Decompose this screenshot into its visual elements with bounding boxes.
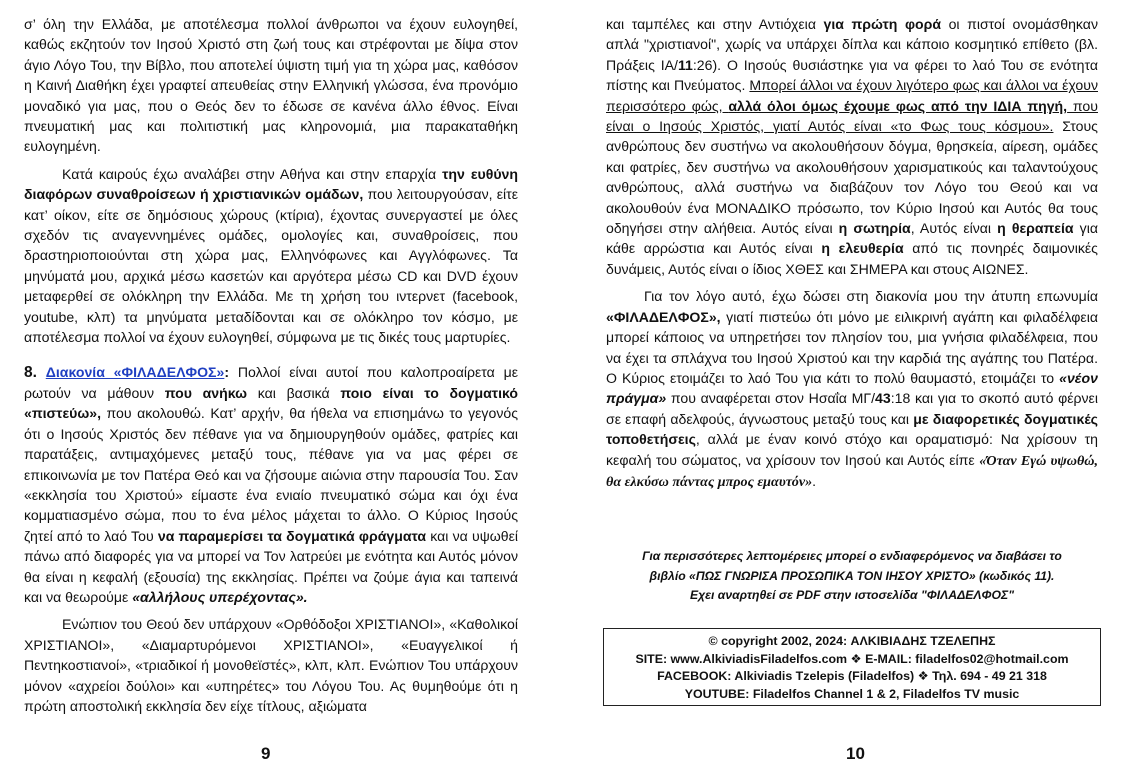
text-run: αλλά όλοι όμως έχουμε φως από την ΙΔΙΑ πηγή, [728, 97, 1068, 114]
note-line-1: Για περισσότερες λεπτομέρειες μπορεί ο ενδιαφερόμενος να διαβάσει το [642, 549, 1062, 563]
section-body [24, 364, 518, 605]
text-run: για πρώτη φορά [823, 16, 942, 32]
text-run: που ακολουθώ. Κατ’ αρχήν, θα ήθελα να επισημάνω το γεγονός ότι ο Ιησούς Χριστός δεν πέθανε για να δημιουργηθούν ομάδες, φατρίες και παρατάξεις, αντιμαχόμενες μεταξύ τους, πέθανε για να μας φέρει σε επικοινωνία με τον Πατέρα Θεό και να ζήσουμε αιώνια στην παρουσία Του. Σαν «εκκλησία του Χριστού» είμαστε ένα ενιαίο πνευματικό σώμα και όχι ένα κομματιασμένο σώμα, που το ένα μέλος μάχεται το άλλο. Ο Κύριος Ιησούς ζητεί από το λαό Του [24, 405, 518, 544]
site-email-line [604, 651, 1100, 669]
text-run: Πολλοί είναι αυτοί που καλοπροαίρετα με ρωτούν να μάθουν [24, 363, 519, 401]
facebook-phone-line [604, 668, 1100, 686]
facebook-handle: FACEBOOK: Alkiviadis Tzelepis (Filadelfos) [657, 669, 915, 683]
note-line-2: βιβλίο «ΠΩΣ ΓΝΩΡΙΣΑ ΠΡΟΣΩΠΙΚΑ ΤΟΝ ΙΗΣΟΥ ΧΡΙΣΤΟ» (κωδικός 11). [649, 568, 1055, 583]
text-run: :26). Ο Ιησούς θυσιάστηκε για να φέρει το λαό Του σε ενότητα πίστης και Πνεύματος. [606, 56, 1098, 94]
text-run: και ταμπέλες και στην Αντιόχεια [606, 16, 824, 32]
text-run: Για τον λόγο αυτό, έχω δώσει στη διακονία μου την άτυπη επωνυμία [644, 288, 1098, 305]
text-run: «αλλήλους υπερέχοντας». [132, 588, 308, 605]
page-number-right: 10 [846, 744, 865, 763]
text-run: , αλλά με έναν κοινό στόχο και οραματισμό: Να χρίσουν τη κεφαλή του σώματος, να χρίσουν τον Ιησού και Αυτός είπε [606, 431, 1098, 468]
text-run: και να υψωθεί πάνω από διαφορές για να μπορεί να Τον λατρεύει με ενότητα και Αυτός μόνον θα είναι η κεφαλή (εξουσία) της εκκλησίας. Πρέπει να ζούμε άγια και ταπεινά και να θεωρούμε [24, 527, 518, 605]
text-run: που ανήκω [164, 384, 248, 401]
youtube-line: YOUTUBE: Filadelfos Channel 1 & 2, Filadelfos TV music [684, 686, 1020, 701]
text-run: ποιο είναι το δογματικό «πιστεύω», [24, 384, 518, 422]
text-run: «Όταν Εγώ υψωθώ, θα ελκύσω πάντας μπρος εμαυτόν» [606, 452, 1099, 490]
text-run: που λειτουργούσαν, είτε κατ’ οίκον, είτε σε δημόσιους χώρους (κτίρια), έχοντας συνεργαστεί με όλες σχεδόν τις αναγεννημένες ομάδες, ομολογίες και, συναθροίσεις, που δραστηριοποιούνται στη χώρα μας, Ελληνόφωνες και Αγγλόφωνες. Τα μηνύματά μου, αρχικά μέσω κασετών και αργότερα μέσω CD και DVD έχουν μεταφερθεί σε ολόκληρη την Ελλάδα. Με τη χρήση του ιντερνετ (facebook, youtube, κλπ) τα μηνύματα μεταδίδονται και σε ολόκληρο τον κόσμο, με αποτέλεσμα πολλοί να έχουν ευλογηθεί, σύμφωνα με τις δικές τους μαρτυρίες. [24, 186, 518, 346]
text-run: την ευθύνη διαφόρων συναθροίσεων ή χριστιανικών ομάδων, [24, 165, 518, 203]
right-page-text-column [606, 14, 1098, 499]
phone-number: Τηλ. 694 - 49 21 318 [932, 669, 1047, 683]
right-paragraph-2 [606, 286, 1098, 492]
diamond-separator-icon: ❖ [850, 651, 862, 666]
diamond-separator-icon: ❖ [917, 669, 929, 683]
text-run: για κάθε αρρώστια και Αυτός είναι [606, 220, 1098, 257]
text-run: Μπορεί άλλοι να έχουν λιγότερο φως και άλλοι να έχουν περισσότερο φώς, [606, 77, 1098, 114]
text-run: η σωτηρία [838, 220, 911, 237]
text-run: «νέον πράγμα» [606, 369, 1098, 407]
section-title-colon: : [224, 363, 230, 380]
left-paragraph-2 [24, 164, 518, 348]
text-run: 43 [875, 390, 891, 407]
book-reference-note [603, 547, 1101, 606]
section-title-link[interactable]: Διακονία «ΦΙΛΑΔΕΛΦΟΣ» [45, 363, 225, 380]
copyright-contact-box [603, 628, 1101, 706]
text-run: η ελευθερία [821, 240, 904, 257]
text-run: με διαφορετικές δογματικές τοποθετήσεις [606, 410, 1099, 448]
text-run: . [812, 472, 817, 489]
page-number-left: 9 [261, 744, 271, 763]
left-paragraph-1 [24, 14, 518, 157]
left-page-text-column [24, 14, 518, 723]
text-run: και βασικά [247, 384, 341, 401]
text-run: οι πιστοί ονομάσθηκαν απλά "χριστιανοί", χωρίς να υπάρχει δίπλα και κάποιο κοσμητικό επίθετο (βλ. Πράξεις ΙΑ/ [606, 16, 1098, 73]
right-paragraph-1 [606, 14, 1098, 279]
text-run: που είναι ο Ιησούς Χριστός, γιατί Αυτός είναι «το Φως τους κόσμου». [606, 97, 1098, 135]
site-url: SITE: www.AlkiviadisFiladelfos.com [635, 651, 848, 666]
text-run: :18 και για το σκοπό αυτό φέρνει σε επαφή αδελφούς, άγνωστους μεταξύ τους και [606, 390, 1098, 427]
text-run: Στους ανθρώπους δεν συστήνω να ακολουθήσουν δόγμα, θρησκεία, αίρεση, ομάδες και φατρίες, δεν συστήνω να ακολουθήσουν χαρισματικούς και ταλαντούχους ανθρώπους, αλλά συστήνω να διαβάζουν τον Λόγο του Θεού και να ακολουθούν ένα ΜΟΝΑΔΙΚΟ πρόσωπο, τον Κύριο Ιησού και Αυτός θα τους οδηγήσει στην αλήθεια. Αυτός είναι [606, 118, 1098, 237]
text-run: , Αυτός είναι [910, 220, 998, 237]
text-run: η θεραπεία [997, 220, 1074, 237]
text-run: «ΦΙΛΑΔΕΛΦΟΣ», [606, 308, 721, 325]
email-address: E-MAIL: filadelfos02@hotmail.com [865, 651, 1069, 666]
text-run: 11 [677, 56, 693, 73]
section-8-paragraph [24, 362, 518, 608]
text-run: σ’ όλη την Ελλάδα, με αποτέλεσμα πολλοί άνθρωποι να έχουν ευλογηθεί, καθώς εκζητούν τον Ιησού Χριστό στη ζωή τους και στρέφονται με δίψα στον άγιο Λόγο Του, την Βίβλο, που αποτελεί ύψιστη τιμή για τη χώρα μας, καθόσον η Καινή Διαθήκη έχει γραφτεί απευθείας στην Ελληνική γλώσσα, ένα προνόμιο μοναδικό για μας, που ο Θεός δεν το έδωσε σε κανένα άλλο έθνος. Είναι πνευματική μας και πολιτιστική μας κληρονομιά, μια παρακαταθήκη ευλογημένη. [24, 16, 518, 155]
text-run: γιατί πιστεύω ότι μόνο με ειλικρινή αγάπη και φιλαδέλφεια μπορεί κάποιος να υπηρετήσει τον πλησίον του, μια γνήσια φιλαδέλφεια, που να έχει τα σπλάχνα του Ιησού Χριστού και την καρδιά της αγάπης του Πατέρα. Ο Κύριος ετοιμάζει το λαό Του για κάτι το πολύ θαυμαστό, ετοιμάζει το [606, 308, 1098, 386]
text-run: Κατά καιρούς έχω αναλάβει στην Αθήνα και στην επαρχία [62, 165, 443, 182]
section-number: 8. [24, 363, 37, 381]
text-run: που αναφέρεται στον Ησαΐα ΜΓ/ [666, 390, 876, 407]
note-line-3: Εχει αναρτηθεί σε PDF στην ιστοσελίδα "ΦΙΛΑΔΕΛΦΟΣ" [689, 588, 1014, 602]
text-run: να παραμερίσει τα δογματικά φράγματα [157, 527, 427, 544]
text-run: Ενώπιον του Θεού δεν υπάρχουν «Ορθόδοξοι ΧΡΙΣΤΙΑΝΟΙ», «Καθολικοί ΧΡΙΣΤΙΑΝΟΙ», «Διαμαρτυρόμενοι ΧΡΙΣΤΙΑΝΟΙ», «Ευαγγελικοί ή Πεντηκοστιανοί», «τριαδικοί ή μονοθεϊστές», κλπ, κλπ. Ενώπιον Του υπάρχουν μόνον «αχρείοι δούλοι» και «υπηρέτες» του Λόγου Του. Ας θυμηθούμε ότι η πρώτη αποστολική εκκλησία δεν είχε τίτλους, αξιώματα [24, 616, 518, 714]
text-run: από τις πονηρές δαιμονικές δυνάμεις, Αυτός είναι ο ίδιος ΧΘΕΣ και ΣΗΜΕΡΑ και στους ΑΙΩΝΕΣ. [606, 240, 1098, 277]
copyright-line: © copyright 2002, 2024: ΑΛΚΙΒΙΑΔΗΣ ΤΖΕΛΕΠΗΣ [708, 634, 996, 648]
left-paragraph-final [24, 614, 518, 716]
